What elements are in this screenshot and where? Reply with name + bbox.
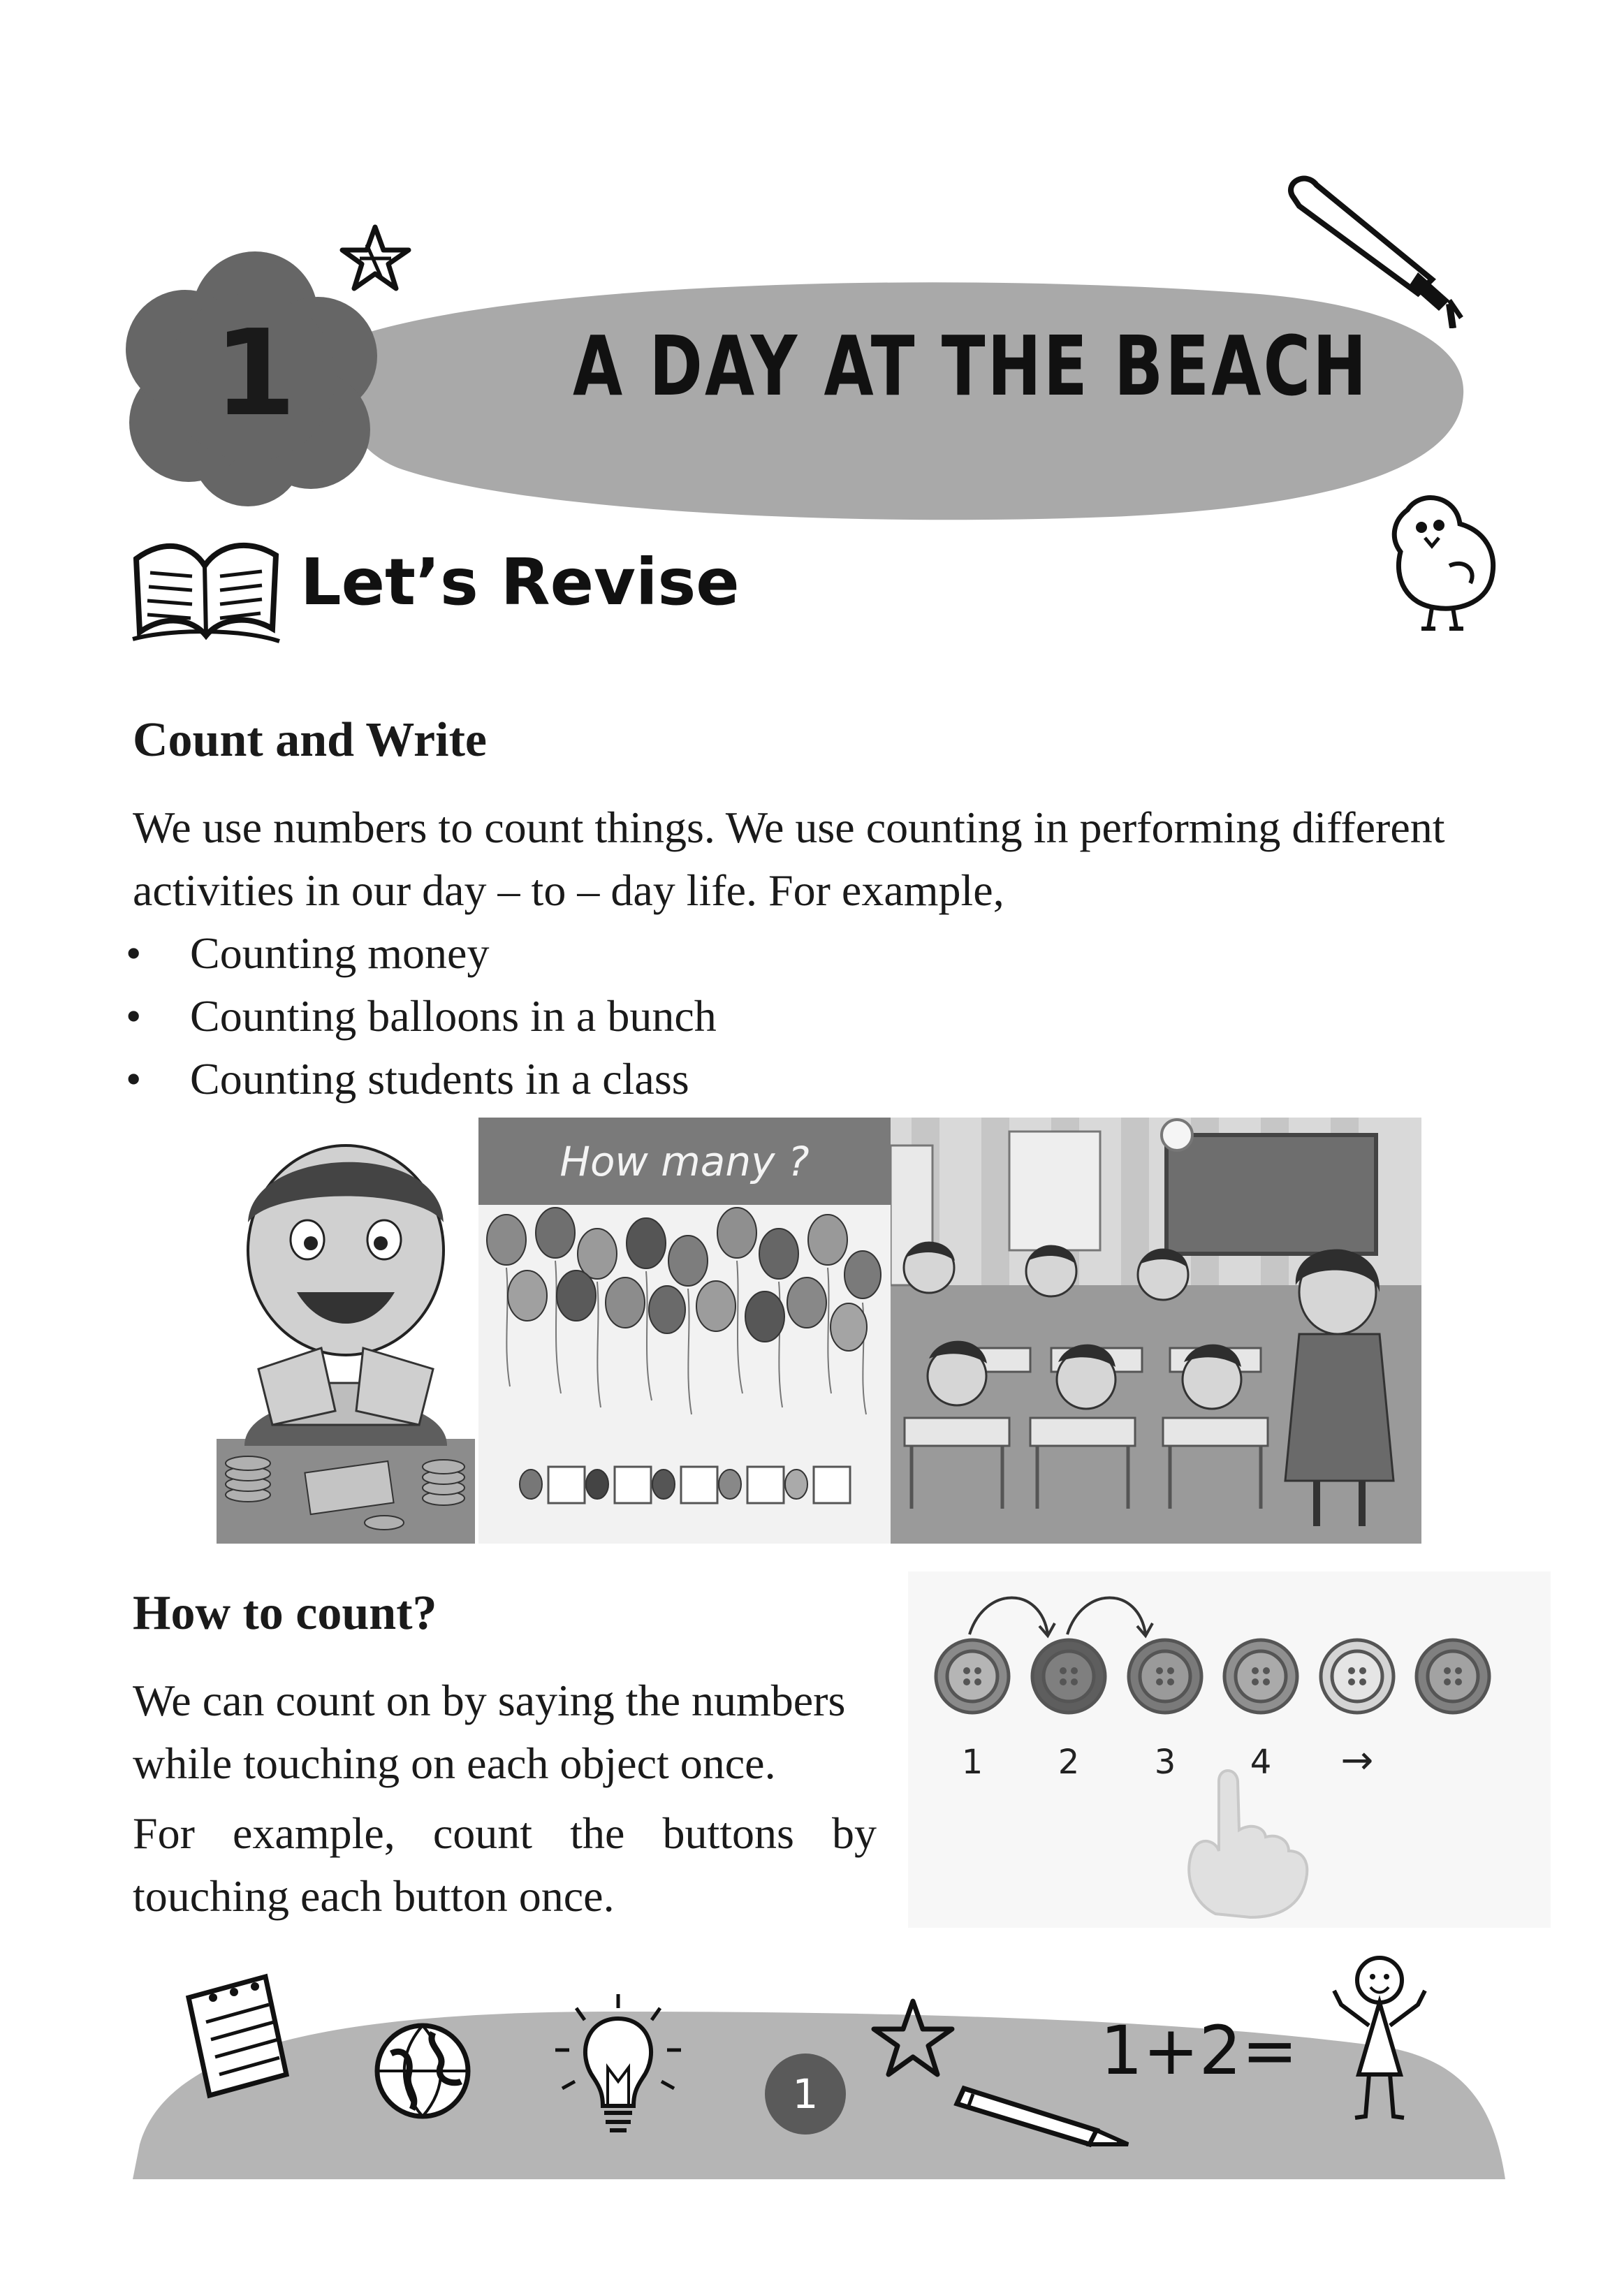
- notepad-icon: [175, 1970, 293, 2102]
- examples-list: [126, 922, 1453, 1111]
- book-icon: [129, 517, 283, 657]
- how-to-count-line-4: touching each button once.: [133, 1871, 615, 1921]
- count-label-2: 2: [1058, 1743, 1080, 1782]
- pointing-hand-icon: [1189, 1771, 1307, 1917]
- chapter-number: 1: [213, 305, 297, 443]
- classroom-illustration: [891, 1118, 1421, 1544]
- section-heading: Let’s Revise: [300, 545, 740, 620]
- how-many-title: How many ?: [478, 1118, 891, 1205]
- count-label-3: 3: [1154, 1743, 1176, 1782]
- pen-icon: [1278, 168, 1467, 328]
- count-label-1: 1: [961, 1743, 983, 1782]
- money-illustration: [217, 1118, 475, 1544]
- balloons-illustration: [478, 1118, 891, 1544]
- how-to-count-line-1: We can count on by saying the numbers: [133, 1676, 846, 1725]
- globe-icon: [370, 2019, 475, 2123]
- stick-figure-icon: [1327, 1949, 1432, 2123]
- math-doodle: 1+2=: [1100, 2012, 1299, 2090]
- how-to-count-heading: How to count?: [133, 1586, 437, 1640]
- star-icon: [870, 1998, 957, 2078]
- lightbulb-icon: [548, 1991, 688, 2151]
- intro-line-2: activities in our day – to – day life. For example,: [133, 865, 1004, 915]
- buttons-counting-diagram: [908, 1572, 1551, 1928]
- intro-line-1: We use numbers to count things. We use counting in performing different: [133, 803, 1445, 852]
- count-and-write-heading: Count and Write: [133, 713, 487, 767]
- list-item: • Counting students in a class: [126, 1048, 1453, 1111]
- count-label-4: 4: [1250, 1743, 1272, 1782]
- bird-icon: [1380, 482, 1505, 636]
- page-number: 1: [765, 2054, 846, 2135]
- arrow-right-icon: →: [1340, 1738, 1374, 1783]
- star-icon: [339, 224, 412, 293]
- list-item: • Counting balloons in a bunch: [126, 985, 1453, 1048]
- how-to-count-line-3: For example, count the buttons by: [133, 1808, 877, 1858]
- chapter-title: A DAY AT THE BEACH: [573, 318, 1369, 414]
- list-item: • Counting money: [126, 922, 1453, 985]
- how-to-count-line-2: while touching on each object once.: [133, 1738, 776, 1788]
